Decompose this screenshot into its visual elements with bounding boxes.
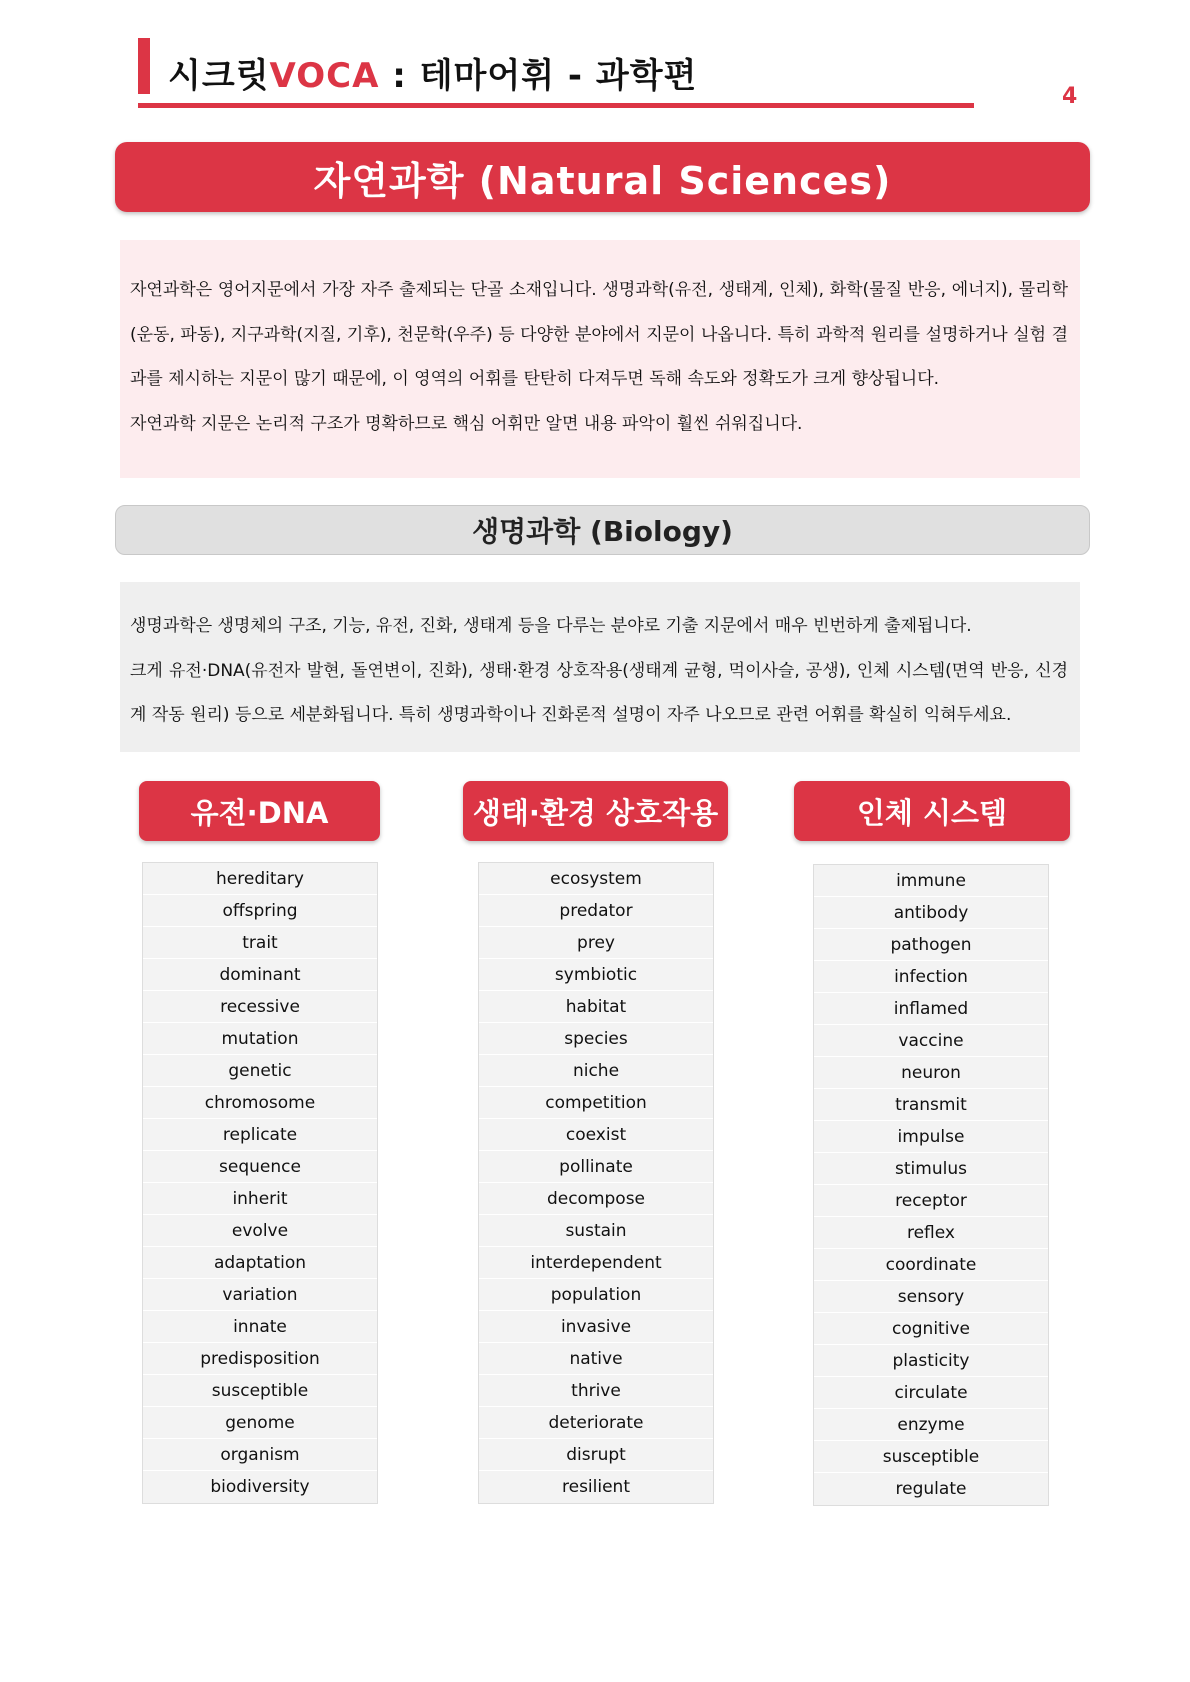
word-item: recessive [143,991,377,1023]
word-item: dominant [143,959,377,991]
word-item: coordinate [814,1249,1048,1281]
word-item: receptor [814,1185,1048,1217]
biology-paragraph-1: 생명과학은 생명체의 구조, 기능, 유전, 진화, 생태계 등을 다루는 분야로 기출 지문에서 매우 빈번하게 출제됩니다. [130,616,972,636]
category-header-human-body: 인체 시스템 [794,781,1070,841]
page-title [168,48,697,97]
word-item: stimulus [814,1153,1048,1185]
category-header-ecology: 생태·환경 상호작용 [463,781,728,841]
title-accent: VOCA [269,56,380,96]
word-item: genome [143,1407,377,1439]
word-item: replicate [143,1119,377,1151]
word-item: sequence [143,1151,377,1183]
word-item: interdependent [479,1247,713,1279]
word-item: symbiotic [479,959,713,991]
word-item: plasticity [814,1345,1048,1377]
word-item: sensory [814,1281,1048,1313]
word-item: susceptible [814,1441,1048,1473]
word-item: biodiversity [143,1471,377,1503]
word-item: genetic [143,1055,377,1087]
word-item: impulse [814,1121,1048,1153]
header-rule [138,103,974,108]
word-item: trait [143,927,377,959]
biology-description-box [120,582,1080,752]
word-item: offspring [143,895,377,927]
word-item: mutation [143,1023,377,1055]
word-item: predisposition [143,1343,377,1375]
word-item: pollinate [479,1151,713,1183]
word-item: ecosystem [479,863,713,895]
word-item: resilient [479,1471,713,1503]
word-item: adaptation [143,1247,377,1279]
word-list-human-body [813,864,1049,1506]
word-item: circulate [814,1377,1048,1409]
header-accent-bar [138,38,150,94]
word-item: disrupt [479,1439,713,1471]
biology-paragraph-2: 크게 유전·DNA(유전자 발현, 돌연변이, 진화), 생태·환경 상호작용(생태계 균형, 먹이사슬, 공생), 인체 시스템(면역 반응, 신경계 작동 원리) 등으로 세분화됩니다. 특히 생명과학이나 진화론적 설명이 자주 나오므로 관련 어휘를 확실히 익혀두세요. [130,660,1068,725]
word-item: organism [143,1439,377,1471]
biology-section-header: 생명과학 (Biology) [115,505,1090,555]
word-item: native [479,1343,713,1375]
word-item: enzyme [814,1409,1048,1441]
word-item: infection [814,961,1048,993]
word-item: evolve [143,1215,377,1247]
word-item: immune [814,865,1048,897]
word-item: susceptible [143,1375,377,1407]
title-suffix: : 테마어휘 - 과학편 [379,56,698,96]
word-item: hereditary [143,863,377,895]
word-item: inherit [143,1183,377,1215]
word-item: habitat [479,991,713,1023]
word-list-ecology [478,862,714,1504]
word-item: population [479,1279,713,1311]
intro-box [120,240,1080,478]
word-item: chromosome [143,1087,377,1119]
word-item: decompose [479,1183,713,1215]
word-list-genetics [142,862,378,1504]
word-item: vaccine [814,1025,1048,1057]
word-item: deteriorate [479,1407,713,1439]
title-prefix: 시크릿 [168,56,270,96]
category-header-genetics: 유전·DNA [139,781,380,841]
word-item: species [479,1023,713,1055]
word-item: inflamed [814,993,1048,1025]
word-item: innate [143,1311,377,1343]
word-item: neuron [814,1057,1048,1089]
word-item: sustain [479,1215,713,1247]
page-number: 4 [1062,84,1078,109]
word-item: transmit [814,1089,1048,1121]
word-item: regulate [814,1473,1048,1505]
word-item: competition [479,1087,713,1119]
intro-paragraph-2: 자연과학 지문은 논리적 구조가 명확하므로 핵심 어휘만 알면 내용 파악이 훨씬 쉬워집니다. [130,413,803,434]
word-item: predator [479,895,713,927]
word-item: reflex [814,1217,1048,1249]
word-item: coexist [479,1119,713,1151]
word-item: prey [479,927,713,959]
word-item: invasive [479,1311,713,1343]
word-item: thrive [479,1375,713,1407]
word-item: antibody [814,897,1048,929]
word-item: pathogen [814,929,1048,961]
natural-sciences-banner: 자연과학 (Natural Sciences) [115,142,1090,212]
word-item: variation [143,1279,377,1311]
intro-paragraph-1: 자연과학은 영어지문에서 가장 자주 출제되는 단골 소재입니다. 생명과학(유전, 생태계, 인체), 화학(물질 반응, 에너지), 물리학(운동, 파동), 지구과학(지질, 기후), 천문학(우주) 등 다양한 분야에서 지문이 나옵니다. 특히 과학적 원리를 설명하거나 실험 결과를 제시하는 지문이 많기 때문에, 이 영역의 어휘를 탄탄히 다져두면 독해 속도와 정확도가 크게 향상됩니다. [130,280,1068,389]
word-item: cognitive [814,1313,1048,1345]
word-item: niche [479,1055,713,1087]
